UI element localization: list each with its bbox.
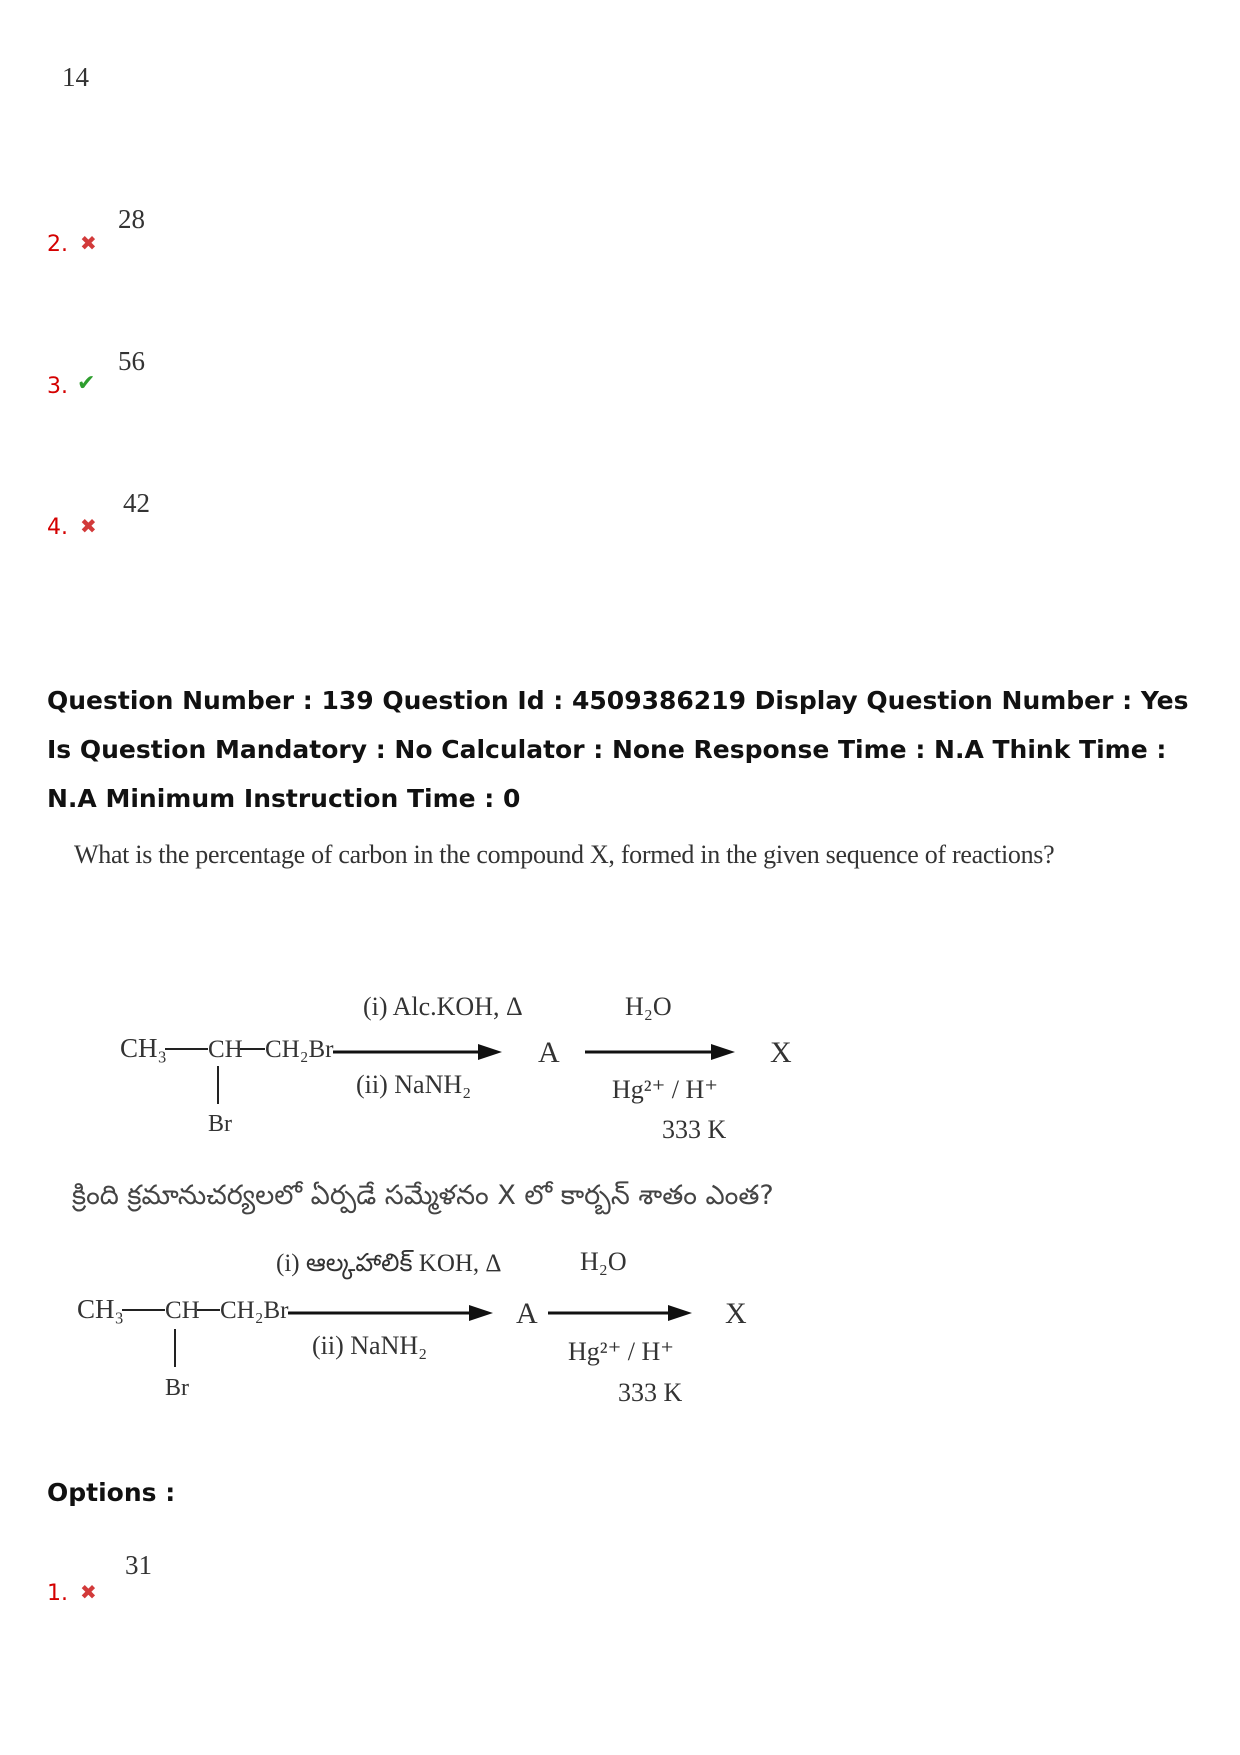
check-icon: ✔ bbox=[77, 371, 96, 396]
reaction-scheme-english bbox=[0, 980, 900, 1160]
question-text-english: What is the percentage of carbon in the compound X, formed in the given sequence of reactions? bbox=[74, 840, 1055, 869]
reactant-ch: CH bbox=[208, 1036, 243, 1063]
step2-reagent-bottom: Hg²⁺ / H⁺ bbox=[568, 1337, 675, 1366]
reactant-ch3: CH₃ bbox=[77, 1294, 124, 1324]
step2-temperature: 333 K bbox=[618, 1378, 683, 1407]
reactant-ch2br: CH₂Br bbox=[220, 1297, 289, 1324]
reaction-scheme-telugu bbox=[0, 1235, 900, 1415]
reactant-br: Br bbox=[208, 1111, 232, 1137]
options-label: Options : bbox=[47, 1478, 176, 1507]
step2-reagent-top: H₂O bbox=[625, 992, 672, 1021]
prev-option-value: 56 bbox=[118, 346, 145, 376]
arrow-head bbox=[711, 1044, 735, 1060]
cross-icon: ✖ bbox=[80, 514, 97, 538]
question-meta: Question Number : 139 Question Id : 4509386219 Display Question Number : Yes Is Question Mandatory : No Calculator : None Response Time : N.A Think Time : N.A Minimum Instruction Time : 0 bbox=[47, 686, 1189, 813]
prev-option-value: 14 bbox=[62, 62, 89, 92]
arrow-head bbox=[469, 1305, 493, 1321]
prev-option-number: 2. bbox=[47, 232, 68, 257]
reactant-ch2br: CH₂Br bbox=[265, 1036, 334, 1063]
product-x: X bbox=[725, 1297, 747, 1330]
step2-temperature: 333 K bbox=[662, 1115, 727, 1144]
step2-reagent-top: H₂O bbox=[580, 1247, 627, 1276]
prev-option-number: 3. bbox=[47, 374, 68, 399]
prev-option-value: 42 bbox=[123, 488, 150, 518]
intermediate-a: A bbox=[538, 1036, 560, 1069]
arrow-head bbox=[668, 1305, 692, 1321]
prev-option-value: 28 bbox=[118, 204, 145, 234]
arrow-head bbox=[478, 1044, 502, 1060]
intermediate-a: A bbox=[516, 1297, 538, 1330]
question-text-telugu: క్రింది క్రమానుచర్యలలో ఏర్పడే సమ్మేళనం X లో కార్బన్ శాతం ఎంత? bbox=[72, 1180, 774, 1211]
step1-reagent-bottom: (ii) NaNH₂ bbox=[356, 1070, 472, 1099]
option-value: 31 bbox=[125, 1550, 152, 1580]
step1-reagent-bottom: (ii) NaNH₂ bbox=[312, 1331, 428, 1360]
reactant-br: Br bbox=[165, 1375, 189, 1401]
cross-icon: ✖ bbox=[80, 1580, 97, 1604]
prev-option-number: 4. bbox=[47, 515, 68, 540]
reactant-ch: CH bbox=[165, 1297, 200, 1324]
step2-reagent-bottom: Hg²⁺ / H⁺ bbox=[612, 1075, 719, 1104]
cross-icon: ✖ bbox=[80, 231, 97, 255]
option-number: 1. bbox=[47, 1581, 68, 1606]
product-x: X bbox=[770, 1036, 792, 1069]
reactant-ch3: CH₃ bbox=[120, 1033, 167, 1063]
step1-reagent-top: (i) ఆల్కహాలిక్ KOH, Δ bbox=[276, 1250, 502, 1277]
step1-reagent-top: (i) Alc.KOH, Δ bbox=[363, 992, 523, 1021]
